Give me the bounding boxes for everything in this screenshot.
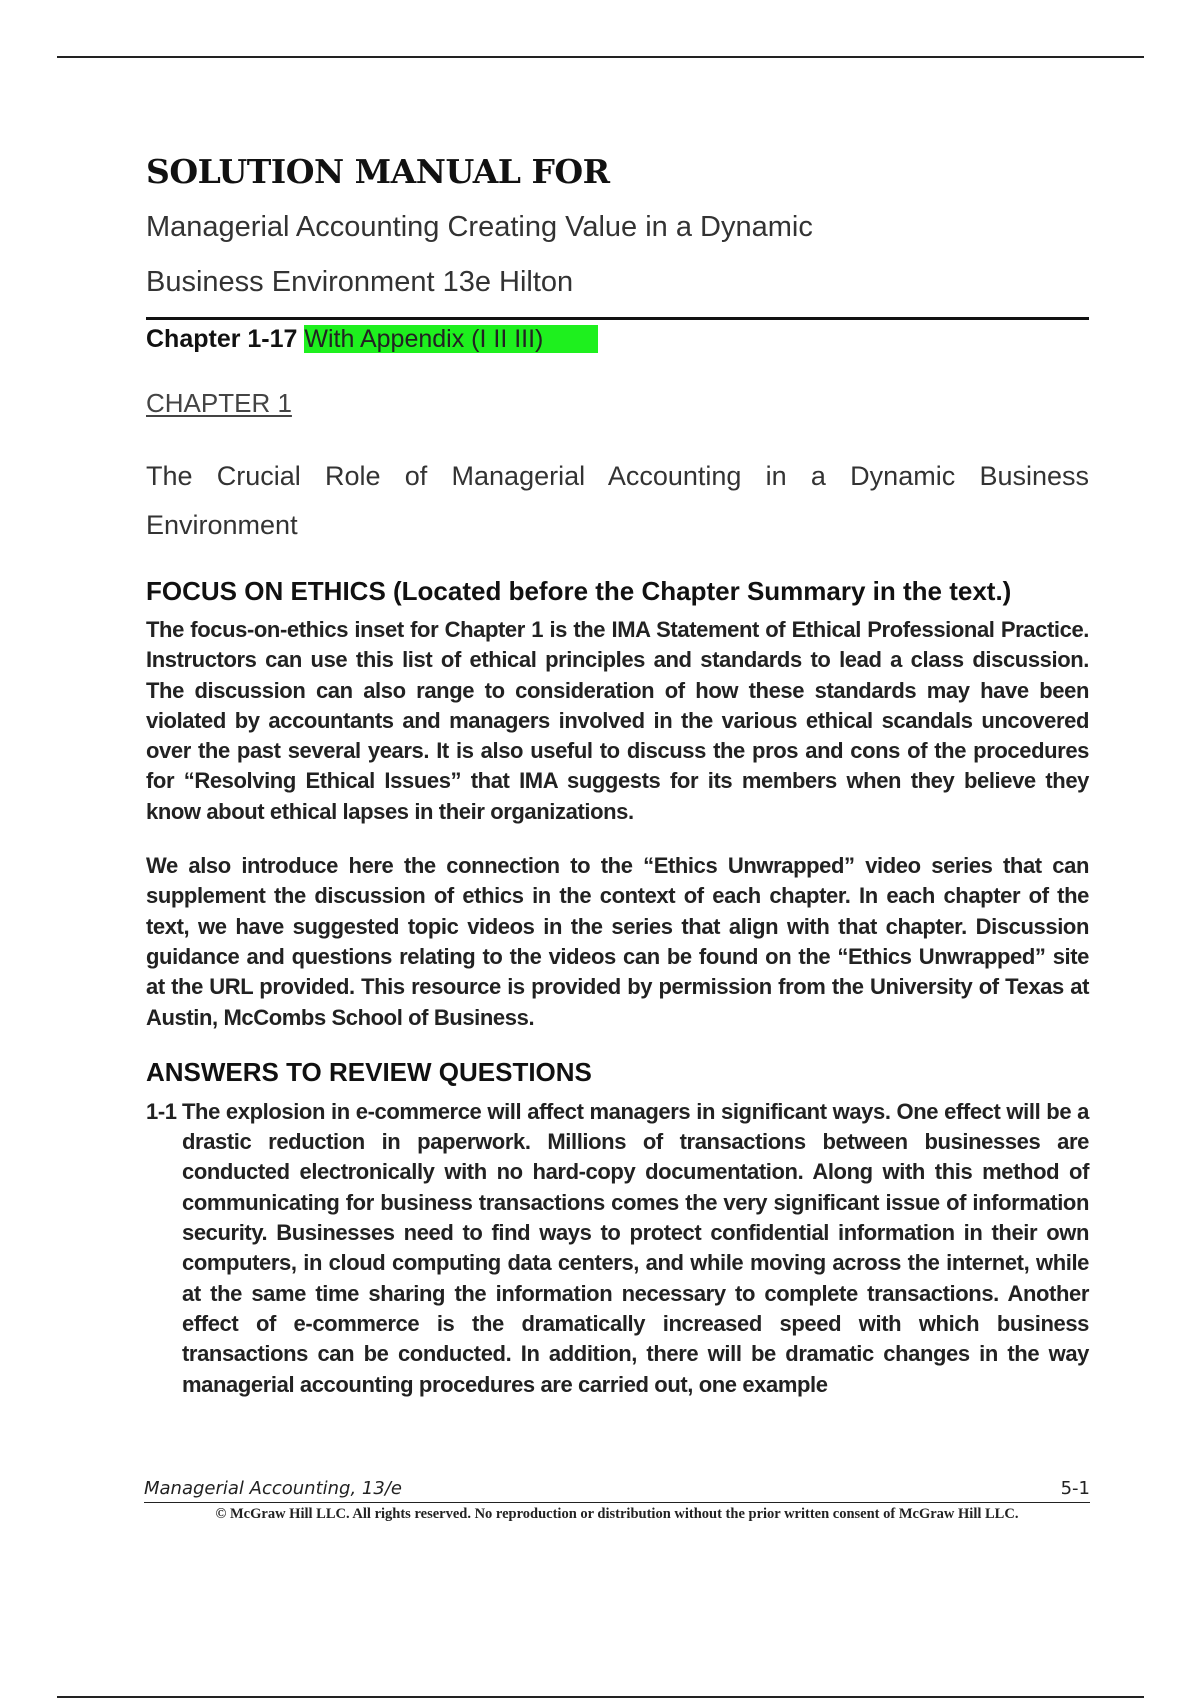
appendix-highlight: With Appendix (I II III) bbox=[304, 325, 598, 353]
ethics-heading: FOCUS ON ETHICS (Located before the Chapter Summary in the text.) bbox=[146, 576, 1012, 606]
answers-heading: ANSWERS TO REVIEW QUESTIONS bbox=[146, 1056, 592, 1087]
bottom-rule bbox=[57, 1696, 1144, 1698]
document-title: SOLUTION MANUAL FOR bbox=[146, 152, 610, 191]
chapter-range bbox=[146, 317, 1089, 356]
footer-row bbox=[144, 1477, 1090, 1503]
answer-text: The explosion in e-commerce will affect managers in significant ways. One effect will be a drastic reduction in paperwork. Millions of transactions between businesses are conducted electronically with no hard-copy documentation. Along with this method of communicating for business transactions comes the very significant issue of information security. Businesses need to find ways to protect confidential information in their own computers, in cloud computing data centers, and while moving across the internet, while at the same time sharing the information necessary to complete transactions. Another effect of e-commerce is the dramatically increased speed with which business transactions can be conducted. In addition, there will be dramatic changes in the way managerial accounting procedures are carried out, one example bbox=[182, 1098, 1089, 1397]
chapter-label: CHAPTER 1 bbox=[146, 388, 292, 418]
answer-item bbox=[146, 1097, 1089, 1400]
page-number: 5-1 bbox=[1060, 1478, 1090, 1499]
copyright-notice: © McGraw Hill LLC. All rights reserved. No reproduction or distribution without the prior written consent of McGraw Hill LLC. bbox=[215, 1506, 1019, 1522]
ethics-paragraph-2: We also introduce here the connection to the “Ethics Unwrapped” video series that can supplement the discussion of ethics in the context of each chapter. In each chapter of the text, we have suggested topic videos in the series that align with that chapter. Discussion guidance and questions relating to the videos can be found on the “Ethics Unwrapped” site at the URL provided. This resource is provided by permission from the University of Texas at Austin, McCombs School of Business. bbox=[146, 853, 1089, 1030]
ethics-paragraph-1: The focus-on-ethics inset for Chapter 1 is the IMA Statement of Ethical Professional Practice. Instructors can use this list of ethical principles and standards to lead a class discussion. The discussion can also range to consideration of how these standards may have been violated by accountants and managers involved in the various ethical scandals uncovered over the past several years. It is also useful to discuss the pros and cons of the procedures for “Resolving Ethical Issues” that IMA suggests for its members when they believe they know about ethical lapses in their organizations. bbox=[146, 617, 1089, 824]
chapter-name: The Crucial Role of Managerial Accounting in a Dynamic Business Environment bbox=[146, 461, 1089, 540]
document-subtitle: Managerial Accounting Creating Value in a Dynamic Business Environment 13e Hilton bbox=[146, 211, 813, 298]
footer-book-title: Managerial Accounting, 13/e bbox=[144, 1478, 402, 1499]
page-content bbox=[146, 150, 1089, 1400]
chapter-range-label: Chapter 1-17 bbox=[146, 325, 298, 353]
page-footer bbox=[144, 1477, 1090, 1525]
top-rule bbox=[57, 56, 1144, 58]
answer-number: 1-1 bbox=[146, 1098, 177, 1124]
